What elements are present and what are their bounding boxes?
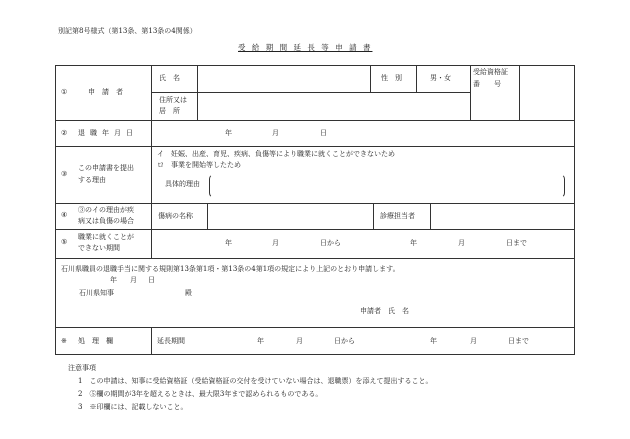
note-item: 1 この申請は、知事に受給資格証（受給資格証の交付を受けていない場合は、退職票）を添えて提出すること。 xyxy=(78,377,433,385)
applicant-label: 申 請 者 xyxy=(88,88,123,96)
processing-mark: ※ xyxy=(61,337,67,345)
signature-label: 申請者 氏 名 xyxy=(360,307,409,315)
page-title: 受 給 期 間 延 長 等 申 請 書 xyxy=(238,43,373,52)
note-item: 3 ※印欄には、記載しないこと。 xyxy=(78,403,188,411)
illness-name-field[interactable] xyxy=(210,205,370,227)
extension-start-day: 日から xyxy=(334,337,355,345)
retirement-label: 退職年月日 xyxy=(78,129,138,137)
period-number: ⑤ xyxy=(61,238,68,246)
reason-label-line1: この申請書を提出 xyxy=(78,164,134,172)
signature-field[interactable] xyxy=(440,302,570,318)
extension-end-year: 年 xyxy=(430,337,437,345)
retirement-year: 年 xyxy=(225,129,232,137)
processing-label: 処 理 欄 xyxy=(78,337,113,345)
reason-label-line2: する理由 xyxy=(78,176,106,184)
extension-end-day: 日まで xyxy=(508,337,529,345)
period-end-day: 日まで xyxy=(506,239,527,247)
declaration-text: 石川県職員の退職手当に関する規則第13条第1項・第13条の4第1項の規定により上記のとおり申請します。 xyxy=(61,265,400,273)
doctor-field[interactable] xyxy=(433,205,573,227)
notes-title: 注意事項 xyxy=(68,364,96,372)
declaration-year: 年 xyxy=(110,276,117,284)
address-label-line1: 住所又は xyxy=(159,96,187,104)
period-label-line2: できない期間 xyxy=(78,244,120,252)
retirement-day: 日 xyxy=(320,129,327,137)
reason-number: ③ xyxy=(61,170,68,178)
cert-number-field[interactable] xyxy=(521,66,573,119)
period-end-month: 月 xyxy=(458,239,465,247)
address-field[interactable] xyxy=(200,93,468,119)
reason-option-a[interactable]: イ 妊娠、出産、育児、疾病、負傷等により職業に就くことができないため xyxy=(157,150,395,158)
note-item: 2 ⑤欄の期間が3年を超えるときは、最大限3年まで認められるものである。 xyxy=(78,390,323,398)
illness-label-line2: 病又は負傷の場合 xyxy=(78,217,134,225)
form-number: 別記第8号様式（第13条、第13条の4関係） xyxy=(58,27,197,35)
declaration-day: 日 xyxy=(148,276,155,284)
retirement-number: ② xyxy=(61,129,68,137)
name-label: 氏 名 xyxy=(159,74,180,82)
period-end-year: 年 xyxy=(410,239,417,247)
specific-reason-label: 具体的理由 xyxy=(165,180,200,188)
period-start-month: 月 xyxy=(272,239,279,247)
gender-label: 性 別 xyxy=(381,74,402,82)
specific-reason-field[interactable] xyxy=(209,174,565,198)
illness-name-label: 傷病の名称 xyxy=(158,212,193,220)
period-start-year: 年 xyxy=(225,239,232,247)
addressee-honorific: 殿 xyxy=(185,289,192,297)
illness-label-line1: ③のイの理由が疾 xyxy=(78,206,134,214)
address-label-line2: 居 所 xyxy=(159,107,180,115)
extension-start-year: 年 xyxy=(257,337,264,345)
reason-option-b[interactable]: ロ 事業を開始等したため xyxy=(157,161,241,169)
doctor-label: 診療担当者 xyxy=(380,212,415,220)
extension-label: 延長期間 xyxy=(157,337,185,345)
illness-number: ④ xyxy=(61,211,68,219)
cert-label-line2: 番 号 xyxy=(473,80,501,88)
extension-start-month: 月 xyxy=(296,337,303,345)
applicant-number: ① xyxy=(61,88,68,96)
extension-end-month: 月 xyxy=(470,337,477,345)
cert-label-line1: 受給資格証 xyxy=(473,68,508,76)
period-label-line1: 職業に就くことが xyxy=(78,233,134,241)
retirement-month: 月 xyxy=(272,129,279,137)
period-start-day: 日から xyxy=(320,239,341,247)
gender-options[interactable]: 男・女 xyxy=(430,74,451,82)
addressee: 石川県知事 xyxy=(79,289,114,297)
declaration-month: 月 xyxy=(130,276,137,284)
name-field[interactable] xyxy=(200,66,368,91)
